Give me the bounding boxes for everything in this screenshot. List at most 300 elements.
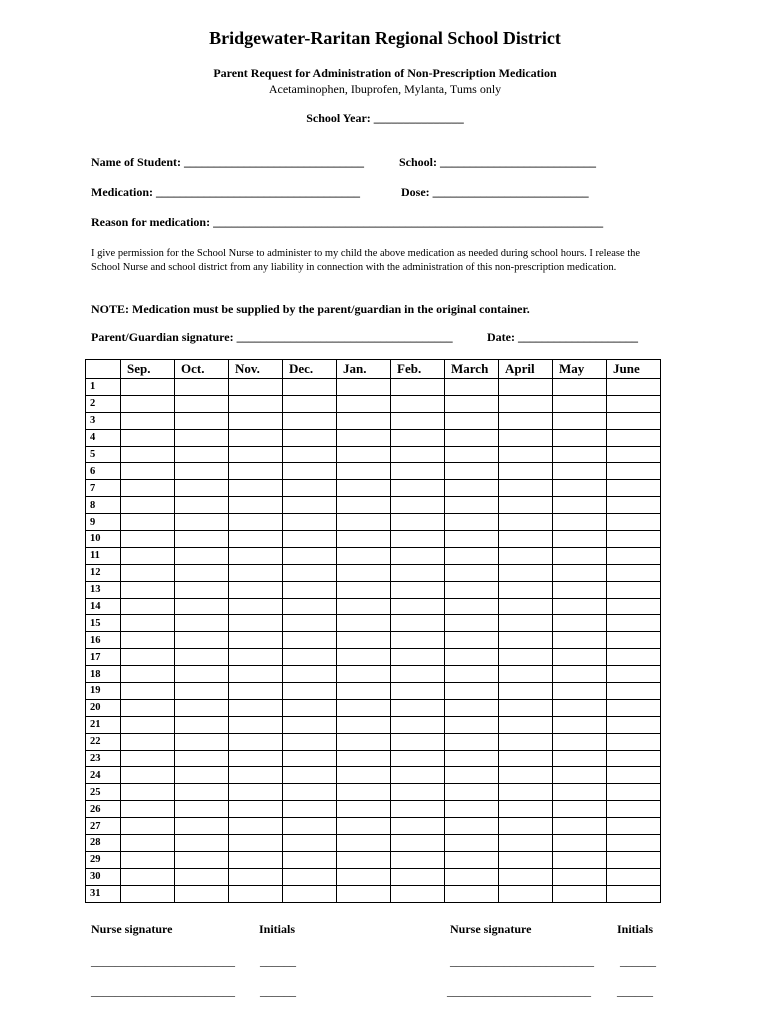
log-cell[interactable]	[283, 514, 337, 531]
log-cell[interactable]	[553, 767, 607, 784]
log-cell[interactable]	[553, 480, 607, 497]
log-cell[interactable]	[553, 818, 607, 835]
log-cell[interactable]	[175, 531, 229, 548]
log-cell[interactable]	[175, 818, 229, 835]
log-cell[interactable]	[499, 547, 553, 564]
log-cell[interactable]	[229, 395, 283, 412]
log-cell[interactable]	[121, 666, 175, 683]
log-cell[interactable]	[607, 767, 661, 784]
log-cell[interactable]	[391, 564, 445, 581]
log-cell[interactable]	[607, 699, 661, 716]
log-cell[interactable]	[337, 379, 391, 396]
log-cell[interactable]	[445, 767, 499, 784]
log-cell[interactable]	[337, 835, 391, 852]
log-cell[interactable]	[121, 835, 175, 852]
log-cell[interactable]	[121, 446, 175, 463]
log-cell[interactable]	[337, 480, 391, 497]
log-cell[interactable]	[391, 801, 445, 818]
log-cell[interactable]	[391, 716, 445, 733]
log-cell[interactable]	[553, 514, 607, 531]
log-cell[interactable]	[445, 716, 499, 733]
log-cell[interactable]	[607, 868, 661, 885]
log-cell[interactable]	[445, 446, 499, 463]
log-cell[interactable]	[553, 598, 607, 615]
log-cell[interactable]	[607, 547, 661, 564]
log-cell[interactable]	[121, 531, 175, 548]
nurse-signature-line[interactable]: ________________________	[91, 954, 235, 968]
log-cell[interactable]	[553, 885, 607, 902]
log-cell[interactable]	[175, 683, 229, 700]
log-cell[interactable]	[391, 818, 445, 835]
log-cell[interactable]	[121, 699, 175, 716]
log-cell[interactable]	[445, 683, 499, 700]
log-cell[interactable]	[337, 818, 391, 835]
log-cell[interactable]	[391, 446, 445, 463]
log-cell[interactable]	[175, 412, 229, 429]
log-cell[interactable]	[391, 497, 445, 514]
log-cell[interactable]	[391, 581, 445, 598]
log-cell[interactable]	[175, 632, 229, 649]
log-cell[interactable]	[337, 666, 391, 683]
log-cell[interactable]	[445, 547, 499, 564]
log-cell[interactable]	[337, 851, 391, 868]
log-cell[interactable]	[391, 480, 445, 497]
log-cell[interactable]	[391, 429, 445, 446]
log-cell[interactable]	[445, 395, 499, 412]
log-cell[interactable]	[283, 497, 337, 514]
log-cell[interactable]	[175, 868, 229, 885]
log-cell[interactable]	[175, 784, 229, 801]
log-cell[interactable]	[175, 581, 229, 598]
log-cell[interactable]	[283, 801, 337, 818]
log-cell[interactable]	[121, 649, 175, 666]
log-cell[interactable]	[445, 379, 499, 396]
log-cell[interactable]	[499, 379, 553, 396]
log-cell[interactable]	[445, 480, 499, 497]
log-cell[interactable]	[391, 750, 445, 767]
log-cell[interactable]	[229, 429, 283, 446]
log-cell[interactable]	[229, 784, 283, 801]
log-cell[interactable]	[499, 514, 553, 531]
log-cell[interactable]	[283, 463, 337, 480]
log-cell[interactable]	[229, 480, 283, 497]
log-cell[interactable]	[607, 395, 661, 412]
log-cell[interactable]	[121, 598, 175, 615]
log-cell[interactable]	[445, 835, 499, 852]
log-cell[interactable]	[283, 835, 337, 852]
log-cell[interactable]	[553, 395, 607, 412]
log-cell[interactable]	[229, 801, 283, 818]
log-cell[interactable]	[283, 446, 337, 463]
log-cell[interactable]	[499, 412, 553, 429]
log-cell[interactable]	[229, 835, 283, 852]
log-cell[interactable]	[499, 429, 553, 446]
log-cell[interactable]	[499, 598, 553, 615]
log-cell[interactable]	[121, 497, 175, 514]
log-cell[interactable]	[553, 801, 607, 818]
log-cell[interactable]	[121, 581, 175, 598]
log-cell[interactable]	[391, 632, 445, 649]
log-cell[interactable]	[283, 885, 337, 902]
log-cell[interactable]	[229, 851, 283, 868]
log-cell[interactable]	[337, 514, 391, 531]
log-cell[interactable]	[337, 395, 391, 412]
log-cell[interactable]	[607, 666, 661, 683]
log-cell[interactable]	[229, 699, 283, 716]
log-cell[interactable]	[283, 716, 337, 733]
log-cell[interactable]	[337, 767, 391, 784]
log-cell[interactable]	[391, 514, 445, 531]
log-cell[interactable]	[499, 767, 553, 784]
log-cell[interactable]	[445, 632, 499, 649]
log-cell[interactable]	[607, 497, 661, 514]
log-cell[interactable]	[337, 615, 391, 632]
log-cell[interactable]	[445, 463, 499, 480]
log-cell[interactable]	[337, 784, 391, 801]
log-cell[interactable]	[607, 733, 661, 750]
log-cell[interactable]	[499, 851, 553, 868]
log-cell[interactable]	[121, 632, 175, 649]
log-cell[interactable]	[121, 784, 175, 801]
log-cell[interactable]	[175, 446, 229, 463]
log-cell[interactable]	[121, 379, 175, 396]
log-cell[interactable]	[121, 564, 175, 581]
log-cell[interactable]	[229, 615, 283, 632]
log-cell[interactable]	[337, 868, 391, 885]
log-cell[interactable]	[283, 683, 337, 700]
log-cell[interactable]	[553, 412, 607, 429]
log-cell[interactable]	[121, 514, 175, 531]
log-cell[interactable]	[175, 649, 229, 666]
log-cell[interactable]	[607, 750, 661, 767]
log-cell[interactable]	[499, 480, 553, 497]
log-cell[interactable]	[283, 379, 337, 396]
log-cell[interactable]	[391, 699, 445, 716]
log-cell[interactable]	[229, 531, 283, 548]
parent-signature-field[interactable]: Parent/Guardian signature: ____________________________________	[91, 330, 453, 344]
log-cell[interactable]	[337, 801, 391, 818]
log-cell[interactable]	[229, 379, 283, 396]
log-cell[interactable]	[445, 784, 499, 801]
initials-line[interactable]: ______	[620, 954, 656, 968]
log-cell[interactable]	[121, 547, 175, 564]
log-cell[interactable]	[229, 497, 283, 514]
log-cell[interactable]	[553, 750, 607, 767]
log-cell[interactable]	[391, 395, 445, 412]
log-cell[interactable]	[175, 733, 229, 750]
school-year-field[interactable]: School Year: _______________	[306, 111, 464, 125]
log-cell[interactable]	[445, 801, 499, 818]
log-cell[interactable]	[121, 818, 175, 835]
log-cell[interactable]	[175, 463, 229, 480]
log-cell[interactable]	[121, 615, 175, 632]
log-cell[interactable]	[283, 632, 337, 649]
log-cell[interactable]	[553, 716, 607, 733]
log-cell[interactable]	[175, 379, 229, 396]
log-cell[interactable]	[553, 615, 607, 632]
log-cell[interactable]	[499, 716, 553, 733]
log-cell[interactable]	[391, 835, 445, 852]
log-cell[interactable]	[553, 683, 607, 700]
log-cell[interactable]	[337, 750, 391, 767]
log-cell[interactable]	[607, 835, 661, 852]
log-cell[interactable]	[283, 784, 337, 801]
log-cell[interactable]	[553, 463, 607, 480]
log-cell[interactable]	[499, 733, 553, 750]
log-cell[interactable]	[229, 683, 283, 700]
log-cell[interactable]	[445, 429, 499, 446]
log-cell[interactable]	[607, 683, 661, 700]
log-cell[interactable]	[337, 531, 391, 548]
log-cell[interactable]	[283, 581, 337, 598]
log-cell[interactable]	[607, 851, 661, 868]
log-cell[interactable]	[445, 412, 499, 429]
log-cell[interactable]	[553, 497, 607, 514]
log-cell[interactable]	[607, 379, 661, 396]
log-cell[interactable]	[229, 632, 283, 649]
log-cell[interactable]	[607, 784, 661, 801]
log-cell[interactable]	[391, 733, 445, 750]
log-cell[interactable]	[607, 716, 661, 733]
log-cell[interactable]	[391, 379, 445, 396]
log-cell[interactable]	[553, 429, 607, 446]
log-cell[interactable]	[121, 716, 175, 733]
log-cell[interactable]	[283, 429, 337, 446]
log-cell[interactable]	[445, 581, 499, 598]
log-cell[interactable]	[229, 581, 283, 598]
log-cell[interactable]	[553, 446, 607, 463]
log-cell[interactable]	[175, 750, 229, 767]
log-cell[interactable]	[553, 564, 607, 581]
log-cell[interactable]	[445, 497, 499, 514]
log-cell[interactable]	[121, 463, 175, 480]
nurse-signature-line[interactable]: ________________________	[447, 984, 591, 998]
log-cell[interactable]	[499, 885, 553, 902]
log-cell[interactable]	[553, 547, 607, 564]
log-cell[interactable]	[499, 683, 553, 700]
log-cell[interactable]	[121, 429, 175, 446]
log-cell[interactable]	[337, 885, 391, 902]
log-cell[interactable]	[499, 649, 553, 666]
log-cell[interactable]	[499, 497, 553, 514]
log-cell[interactable]	[445, 868, 499, 885]
log-cell[interactable]	[553, 379, 607, 396]
log-cell[interactable]	[445, 531, 499, 548]
log-cell[interactable]	[553, 851, 607, 868]
log-cell[interactable]	[391, 463, 445, 480]
log-cell[interactable]	[607, 446, 661, 463]
log-cell[interactable]	[391, 649, 445, 666]
log-cell[interactable]	[229, 733, 283, 750]
log-cell[interactable]	[553, 784, 607, 801]
log-cell[interactable]	[445, 750, 499, 767]
log-cell[interactable]	[553, 835, 607, 852]
log-cell[interactable]	[607, 412, 661, 429]
log-cell[interactable]	[391, 598, 445, 615]
log-cell[interactable]	[553, 531, 607, 548]
log-cell[interactable]	[607, 598, 661, 615]
log-cell[interactable]	[175, 716, 229, 733]
log-cell[interactable]	[391, 615, 445, 632]
log-cell[interactable]	[391, 666, 445, 683]
initials-line[interactable]: ______	[617, 984, 653, 998]
log-cell[interactable]	[499, 699, 553, 716]
log-cell[interactable]	[175, 564, 229, 581]
log-cell[interactable]	[175, 666, 229, 683]
log-cell[interactable]	[229, 767, 283, 784]
log-cell[interactable]	[391, 547, 445, 564]
log-cell[interactable]	[175, 851, 229, 868]
log-cell[interactable]	[283, 598, 337, 615]
log-cell[interactable]	[499, 818, 553, 835]
log-cell[interactable]	[121, 868, 175, 885]
log-cell[interactable]	[229, 598, 283, 615]
log-cell[interactable]	[283, 851, 337, 868]
log-cell[interactable]	[445, 615, 499, 632]
log-cell[interactable]	[607, 531, 661, 548]
log-cell[interactable]	[175, 615, 229, 632]
log-cell[interactable]	[121, 801, 175, 818]
log-cell[interactable]	[175, 598, 229, 615]
log-cell[interactable]	[499, 463, 553, 480]
log-cell[interactable]	[445, 649, 499, 666]
nurse-signature-line[interactable]: ________________________	[450, 954, 594, 968]
log-cell[interactable]	[553, 649, 607, 666]
log-cell[interactable]	[607, 463, 661, 480]
log-cell[interactable]	[337, 632, 391, 649]
log-cell[interactable]	[499, 835, 553, 852]
log-cell[interactable]	[337, 716, 391, 733]
log-cell[interactable]	[175, 497, 229, 514]
log-cell[interactable]	[229, 547, 283, 564]
log-cell[interactable]	[229, 463, 283, 480]
log-cell[interactable]	[553, 632, 607, 649]
log-cell[interactable]	[445, 818, 499, 835]
log-cell[interactable]	[229, 666, 283, 683]
log-cell[interactable]	[553, 733, 607, 750]
log-cell[interactable]	[121, 683, 175, 700]
log-cell[interactable]	[607, 564, 661, 581]
student-name-field[interactable]: Name of Student: ______________________________	[91, 155, 364, 169]
log-cell[interactable]	[499, 784, 553, 801]
log-cell[interactable]	[175, 480, 229, 497]
log-cell[interactable]	[445, 666, 499, 683]
log-cell[interactable]	[175, 767, 229, 784]
log-cell[interactable]	[499, 615, 553, 632]
log-cell[interactable]	[553, 868, 607, 885]
log-cell[interactable]	[283, 412, 337, 429]
log-cell[interactable]	[175, 885, 229, 902]
log-cell[interactable]	[121, 767, 175, 784]
reason-field[interactable]: Reason for medication: _________________________________________________________________	[91, 215, 604, 229]
log-cell[interactable]	[121, 851, 175, 868]
log-cell[interactable]	[337, 564, 391, 581]
log-cell[interactable]	[175, 801, 229, 818]
log-cell[interactable]	[337, 547, 391, 564]
log-cell[interactable]	[121, 480, 175, 497]
log-cell[interactable]	[337, 446, 391, 463]
log-cell[interactable]	[175, 547, 229, 564]
log-cell[interactable]	[175, 395, 229, 412]
log-cell[interactable]	[391, 412, 445, 429]
log-cell[interactable]	[499, 868, 553, 885]
log-cell[interactable]	[283, 666, 337, 683]
log-cell[interactable]	[445, 564, 499, 581]
log-cell[interactable]	[337, 733, 391, 750]
log-cell[interactable]	[229, 885, 283, 902]
log-cell[interactable]	[229, 514, 283, 531]
log-cell[interactable]	[607, 615, 661, 632]
log-cell[interactable]	[391, 767, 445, 784]
log-cell[interactable]	[607, 885, 661, 902]
log-cell[interactable]	[229, 564, 283, 581]
log-cell[interactable]	[445, 514, 499, 531]
log-cell[interactable]	[283, 649, 337, 666]
date-field[interactable]: Date: ____________________	[487, 330, 638, 344]
log-cell[interactable]	[607, 581, 661, 598]
log-cell[interactable]	[499, 666, 553, 683]
log-cell[interactable]	[337, 497, 391, 514]
initials-line[interactable]: ______	[260, 984, 296, 998]
log-cell[interactable]	[175, 429, 229, 446]
nurse-signature-line[interactable]: ________________________	[91, 984, 235, 998]
log-cell[interactable]	[499, 632, 553, 649]
log-cell[interactable]	[337, 581, 391, 598]
school-field[interactable]: School: __________________________	[399, 155, 597, 169]
medication-field[interactable]: Medication: __________________________________	[91, 185, 360, 199]
log-cell[interactable]	[337, 699, 391, 716]
log-cell[interactable]	[229, 868, 283, 885]
log-cell[interactable]	[499, 531, 553, 548]
log-cell[interactable]	[283, 395, 337, 412]
log-cell[interactable]	[283, 531, 337, 548]
log-cell[interactable]	[283, 564, 337, 581]
log-cell[interactable]	[283, 750, 337, 767]
log-cell[interactable]	[607, 514, 661, 531]
log-cell[interactable]	[553, 581, 607, 598]
log-cell[interactable]	[337, 598, 391, 615]
log-cell[interactable]	[121, 750, 175, 767]
log-cell[interactable]	[121, 733, 175, 750]
log-cell[interactable]	[499, 801, 553, 818]
log-cell[interactable]	[283, 818, 337, 835]
log-cell[interactable]	[337, 429, 391, 446]
log-cell[interactable]	[229, 446, 283, 463]
log-cell[interactable]	[391, 784, 445, 801]
log-cell[interactable]	[121, 885, 175, 902]
log-cell[interactable]	[229, 412, 283, 429]
log-cell[interactable]	[337, 463, 391, 480]
log-cell[interactable]	[391, 851, 445, 868]
log-cell[interactable]	[229, 649, 283, 666]
log-cell[interactable]	[337, 412, 391, 429]
log-cell[interactable]	[391, 868, 445, 885]
log-cell[interactable]	[337, 649, 391, 666]
log-cell[interactable]	[445, 851, 499, 868]
log-cell[interactable]	[391, 885, 445, 902]
log-cell[interactable]	[607, 818, 661, 835]
log-cell[interactable]	[499, 750, 553, 767]
log-cell[interactable]	[553, 699, 607, 716]
log-cell[interactable]	[229, 750, 283, 767]
log-cell[interactable]	[445, 733, 499, 750]
log-cell[interactable]	[121, 395, 175, 412]
log-cell[interactable]	[283, 733, 337, 750]
log-cell[interactable]	[391, 683, 445, 700]
log-cell[interactable]	[283, 767, 337, 784]
log-cell[interactable]	[553, 666, 607, 683]
log-cell[interactable]	[445, 598, 499, 615]
